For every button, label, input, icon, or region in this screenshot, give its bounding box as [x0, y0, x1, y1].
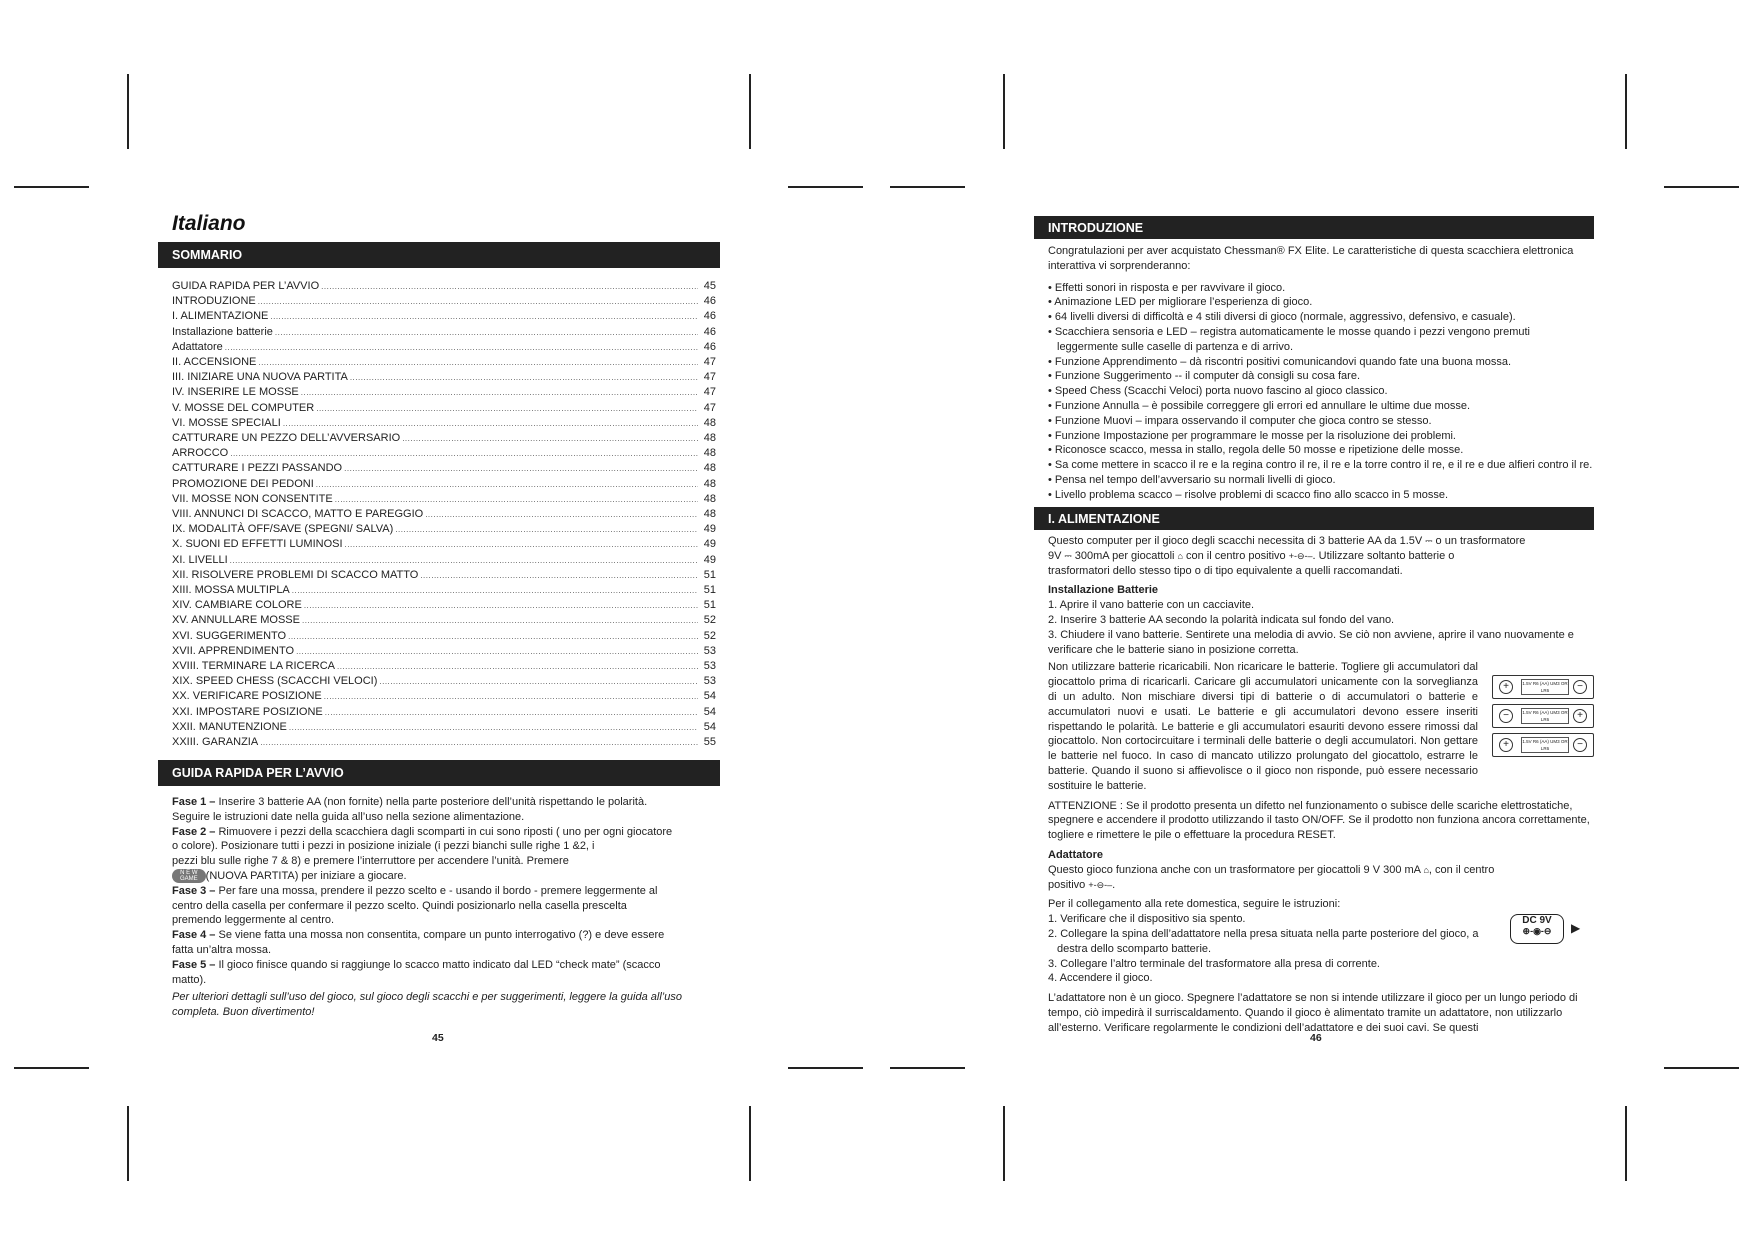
- toc-leader: [395, 522, 698, 537]
- step-4: [172, 928, 712, 943]
- toc-title: XXII. MANUTENZIONE: [172, 720, 287, 733]
- toc-entry: [172, 340, 716, 355]
- step-text: pezzi blu sulle righe 7 & 8) e premere l’interruttore per accendere l’unità. Premere: [172, 855, 569, 868]
- toc-page: 49: [703, 553, 716, 566]
- list-item: 1. Verificare che il dispositivo sia spento.: [1048, 913, 1246, 926]
- toc-title: IX. MODALITÀ OFF/SAVE (SPEGNI/ SALVA): [172, 523, 394, 536]
- toc-entry: [172, 385, 716, 400]
- transformer-icon: ⌂: [1423, 864, 1429, 875]
- subheading-adattatore: Adattatore: [1048, 848, 1104, 861]
- toc-entry: [172, 446, 716, 461]
- list-item: • Speed Chess (Scacchi Veloci) porta nuovo fascino al gioco classico.: [1048, 385, 1388, 398]
- toc-page: 54: [703, 720, 716, 733]
- toc-page: 54: [703, 705, 716, 718]
- arrow-right-icon: ▶: [1571, 921, 1581, 935]
- page-number: 45: [432, 1032, 444, 1044]
- toc-leader: [316, 401, 698, 416]
- step-label: Fase 4 –: [172, 929, 219, 942]
- table-of-contents: [172, 279, 716, 750]
- toc-leader: [283, 416, 698, 431]
- toc-entry: [172, 522, 716, 537]
- crop-mark: [1625, 74, 1627, 149]
- dc-symbol-icon: ⎓: [1425, 536, 1433, 546]
- toc-title: XVI. SUGGERIMENTO: [172, 629, 287, 642]
- toc-leader: [337, 659, 698, 674]
- crop-mark: [1003, 1106, 1005, 1181]
- closing-paragraph: L’adattatore non è un gioco. Spegnere l’adattatore se non si intende utilizzare il gioco per un lungo periodo di tempo, ciò impedirà il surriscaldamento. Quando il gioco è alimentato tramite un adattatore, non utilizzarlo all’esterno. Verificare regolarmente le condizioni dell’adattatore e dei suoi cavi. Se questi: [1048, 992, 1578, 1034]
- toc-title: I. ALIMENTAZIONE: [172, 310, 269, 323]
- toc-title: III. INIZIARE UNA NUOVA PARTITA: [172, 371, 348, 384]
- quick-start-steps: [172, 795, 712, 1020]
- toc-entry: [172, 507, 716, 522]
- step-text-with-button: N E W GAME (NUOVA PARTITA) per iniziare a giocare.: [172, 869, 712, 884]
- section-bar-introduzione: [1034, 216, 1594, 239]
- attention-text: ATTENZIONE : Se il prodotto presenta un difetto nel funzionamento o subisce delle scariche elettrostatiche, spegnere e accendere il prodotto utilizzando il tasto ON/OFF. Se il prodotto non funziona ancora correttamente, togliere e rimettere le pile o effettuare la procedura RESET.: [1048, 799, 1590, 842]
- toc-entry: [172, 659, 716, 674]
- toc-page: 46: [703, 325, 716, 338]
- toc-page: 53: [703, 644, 716, 657]
- toc-page: 47: [703, 371, 716, 384]
- toc-entry: [172, 294, 716, 309]
- toc-entry: [172, 629, 716, 644]
- toc-leader: [289, 720, 698, 735]
- battery-icon: + 1.5V R6 (AA) UM3 OR LR6 −: [1492, 733, 1594, 757]
- toc-entry: [172, 492, 716, 507]
- toc-entry: [172, 431, 716, 446]
- toc-title: XIV. CAMBIARE COLORE: [172, 599, 302, 612]
- toc-leader: [225, 340, 698, 355]
- toc-leader: [304, 598, 698, 613]
- toc-leader: [275, 325, 698, 340]
- step-label: Fase 1 –: [172, 796, 219, 808]
- dc-symbol-icon: ⎓: [1064, 550, 1072, 561]
- toc-leader: [345, 537, 698, 552]
- section-title: GUIDA RAPIDA PER L’AVVIO: [172, 766, 344, 780]
- toc-leader: [425, 507, 698, 522]
- toc-title: XXI. IMPOSTARE POSIZIONE: [172, 705, 323, 718]
- toc-entry: [172, 537, 716, 552]
- toc-page: 48: [703, 432, 716, 445]
- toc-leader: [402, 431, 698, 446]
- crop-mark: [127, 74, 129, 149]
- toc-title: IV. INSERIRE LE MOSSE: [172, 386, 299, 399]
- crop-mark: [749, 1106, 751, 1181]
- toc-page: 54: [703, 690, 716, 703]
- toc-title: VII. MOSSE NON CONSENTITE: [172, 492, 333, 505]
- list-item: 1. Aprire il vano batterie con un cacciavite.: [1048, 599, 1255, 612]
- toc-title: ARROCCO: [172, 447, 229, 460]
- toc-page: 45: [703, 280, 716, 292]
- toc-leader: [302, 613, 698, 628]
- dc-socket-icon: DC 9V ⊕-◉-⊖: [1510, 914, 1564, 944]
- section-bar-guida: [158, 760, 720, 786]
- toc-page: 46: [703, 340, 716, 353]
- toc-leader: [324, 689, 698, 704]
- step-5: [172, 958, 712, 973]
- toc-page: 49: [703, 523, 716, 536]
- toc-leader: [321, 279, 698, 294]
- list-item: 2. Inserire 3 batterie AA secondo la polarità indicata sul fondo del vano.: [1048, 613, 1395, 626]
- list-item: • Funzione Muovi – impara osservando il computer che gioca contro se stesso.: [1048, 414, 1432, 427]
- power-paragraph: Questo computer per il gioco degli scacchi necessita di 3 batterie AA da 1.5V ⎓ o un trasformatore 9V ⎓ 300mA per giocattoli ⌂ con il centro positivo +-⊖-–. Utilizzare soltanto batterie o trasformatori dello stesso tipo o di tipo equivalente a quelli raccomandati.: [1048, 535, 1526, 577]
- toc-page: 52: [703, 629, 716, 642]
- section-title: INTRODUZIONE: [1048, 220, 1144, 235]
- toc-leader: [301, 385, 698, 400]
- toc-entry: [172, 461, 716, 476]
- toc-page: 55: [703, 736, 716, 749]
- toc-page: 51: [703, 584, 716, 597]
- toc-title: XIX. SPEED CHESS (SCACCHI VELOCI): [172, 675, 378, 688]
- step-1: [172, 795, 712, 810]
- toc-title: II. ACCENSIONE: [172, 356, 257, 369]
- toc-entry: [172, 735, 716, 750]
- toc-page: 51: [703, 599, 716, 612]
- toc-page: 53: [703, 660, 716, 673]
- toc-page: 47: [703, 401, 716, 414]
- crop-mark: [14, 186, 89, 188]
- crop-mark: [890, 186, 965, 188]
- toc-entry: [172, 370, 716, 385]
- toc-title: Installazione batterie: [172, 325, 273, 338]
- toc-leader: [344, 461, 698, 476]
- list-item: • Livello problema scacco – risolve problemi di scacco fino allo scacco in 5 mosse.: [1048, 488, 1449, 501]
- list-item: • Scacchiera sensoria e LED – registra automaticamente le mosse quando i pezzi vengono premuti leggermente sulle caselle di partenza e di arrivo.: [1048, 325, 1530, 353]
- toc-leader: [420, 568, 698, 583]
- toc-leader: [316, 477, 698, 492]
- battery-icon: − 1.5V R6 (AA) UM3 OR LR6 +: [1492, 704, 1594, 728]
- list-item: 3. Collegare l’altro terminale del trasformatore alla presa di corrente.: [1048, 957, 1380, 970]
- step-3: [172, 884, 712, 899]
- crop-mark: [1664, 186, 1739, 188]
- toc-page: 48: [703, 492, 716, 505]
- toc-entry: [172, 689, 716, 704]
- toc-entry: [172, 705, 716, 720]
- crop-mark: [1003, 74, 1005, 149]
- toc-title: CATTURARE I PEZZI PASSANDO: [172, 462, 343, 475]
- toc-page: 46: [703, 310, 716, 323]
- toc-title: VI. MOSSE SPECIALI: [172, 416, 281, 429]
- toc-page: 52: [703, 614, 716, 627]
- polarity-icon: +-⊖-–: [1088, 879, 1113, 890]
- toc-title: CATTURARE UN PEZZO DELL’AVVERSARIO: [172, 432, 401, 445]
- step-text: Rimuovere i pezzi della scacchiera dagli scomparti in cui sono riposti ( uno per ogni giocatore: [218, 825, 673, 838]
- crop-mark: [890, 1067, 965, 1069]
- toc-page: 46: [703, 295, 716, 308]
- crop-mark: [788, 1067, 863, 1069]
- toc-title: PROMOZIONE DEI PEDONI: [172, 477, 314, 490]
- step-label: Fase 5 –: [172, 958, 219, 971]
- toc-page: 49: [703, 538, 716, 551]
- list-item: 2. Collegare la spina dell’adattatore nella presa situata nella parte posteriore del gioco, a destra dello scomparto batterie.: [1048, 927, 1479, 955]
- toc-title: INTRODUZIONE: [172, 295, 256, 308]
- step-text: centro della casella per confermare il pezzo scelto. Quindi posizionarlo nella casella prescelta: [172, 899, 627, 912]
- toc-leader: [296, 644, 698, 659]
- language-heading: Italiano: [172, 212, 246, 235]
- toc-title: XX. VERIFICARE POSIZIONE: [172, 690, 322, 703]
- toc-entry: [172, 720, 716, 735]
- toc-entry: [172, 583, 716, 598]
- step-text: Per fare una mossa, prendere il pezzo scelto e - usando il bordo - premere leggermente al: [218, 884, 658, 897]
- step-text: Inserire 3 batterie AA (non fornite) nella parte posteriore dell’unità rispettando le polarità.: [218, 796, 648, 808]
- power-content: [1048, 534, 1593, 1036]
- battery-warning: Non utilizzare batterie ricaricabili. Non ricaricare le batterie. Togliere gli accumulatori dal giocattolo prima di ricaricarli. Caricare gli accumulatori unicamente con la sorveglianza di un adulto. Non mischiare diversi tipi di batterie o di accumulatori o batterie e accumulatori nuovi e usati. Le batterie e gli accumulatori devono essere inseriti rispettando le polarità. Le batterie e gli accumulatori esauriti devono essere rimossi dal giocattolo. Non cortocircuitare i terminali delle batterie o degli accumulatori. Non gettare le batterie nel fuoco. In caso di mancato utilizzo prolungato del giocattolo, estrarre le batterie. Quando il suono si affievolisce o il gioco non risponde, può essere necessario sostituire le batterie.: [1048, 661, 1478, 792]
- toc-leader: [292, 583, 698, 598]
- toc-leader: [230, 446, 698, 461]
- step-text: matto).: [172, 973, 207, 986]
- step-text: fatta un’altra mossa.: [172, 943, 272, 956]
- toc-entry: [172, 644, 716, 659]
- battery-diagram: [1492, 675, 1594, 762]
- subheading-installazione: Installazione Batterie: [1048, 584, 1159, 597]
- list-item: • Effetti sonori in risposta e per ravvivare il gioco.: [1048, 281, 1286, 294]
- new-game-button-icon: N E W GAME: [172, 869, 206, 883]
- toc-page: 48: [703, 416, 716, 429]
- toc-title: XI. LIVELLI: [172, 553, 228, 566]
- step-text: premendo leggermente al centro.: [172, 914, 335, 927]
- toc-page: 48: [703, 447, 716, 460]
- section-title: SOMMARIO: [172, 248, 243, 262]
- toc-title: Adattatore: [172, 340, 223, 353]
- toc-leader: [325, 705, 698, 720]
- list-item: • Funzione Suggerimento -- il computer dà consigli su cosa fare.: [1048, 370, 1361, 383]
- list-item: • Animazione LED per migliorare l’esperienza di gioco.: [1048, 296, 1313, 309]
- crop-mark: [1664, 1067, 1739, 1069]
- crop-mark: [749, 74, 751, 149]
- toc-entry: [172, 553, 716, 568]
- toc-entry: [172, 416, 716, 431]
- toc-leader: [335, 492, 698, 507]
- toc-leader: [260, 735, 698, 750]
- toc-entry: [172, 568, 716, 583]
- section-title: I. ALIMENTAZIONE: [1048, 511, 1160, 526]
- toc-leader: [288, 629, 698, 644]
- section-bar-alimentazione: [1034, 507, 1594, 530]
- toc-leader: [230, 553, 698, 568]
- install-steps: [1048, 598, 1593, 657]
- list-item: 4. Accendere il gioco.: [1048, 972, 1153, 985]
- list-item: • Pensa nel tempo dell’avversario su normali livelli di gioco.: [1048, 473, 1336, 486]
- connection-steps: [1048, 912, 1503, 986]
- toc-title: V. MOSSE DEL COMPUTER: [172, 401, 315, 414]
- toc-page: 47: [703, 356, 716, 369]
- step-label: Fase 3 –: [172, 884, 219, 897]
- toc-title: XV. ANNULLARE MOSSE: [172, 614, 300, 627]
- step-text: Se viene fatta una mossa non consentita, compare un punto interrogativo (?) e deve essere: [218, 929, 665, 942]
- toc-page: 47: [703, 386, 716, 399]
- toc-entry: [172, 674, 716, 689]
- intro-content: [1048, 244, 1593, 503]
- toc-title: XIII. MOSSA MULTIPLA: [172, 584, 290, 597]
- crop-mark: [127, 1106, 129, 1181]
- toc-title: X. SUONI ED EFFETTI LUMINOSI: [172, 538, 343, 551]
- toc-leader: [379, 674, 698, 689]
- transformer-icon: ⌂: [1177, 550, 1183, 561]
- toc-entry: [172, 477, 716, 492]
- toc-entry: [172, 309, 716, 324]
- toc-leader: [350, 370, 698, 385]
- step-2: [172, 825, 712, 840]
- feature-list: [1048, 281, 1593, 503]
- toc-entry: [172, 325, 716, 340]
- list-item: • Funzione Annulla – è possibile correggere gli errori ed annullare le ultime due mosse.: [1048, 399, 1471, 412]
- step-label: Fase 2 –: [172, 825, 219, 838]
- crop-mark: [1625, 1106, 1627, 1181]
- adapter-paragraph: Questo gioco funziona anche con un trasformatore per giocattoli 9 V 300 mA ⌂, con il centro positivo +-⊖-–.: [1048, 863, 1495, 891]
- step-text: Il gioco finisce quando si raggiunge lo scacco matto indicato dal LED “check mate” (scacco: [218, 958, 661, 971]
- crop-mark: [788, 186, 863, 188]
- toc-title: VIII. ANNUNCI DI SCACCO, MATTO E PAREGGIO: [172, 508, 424, 521]
- section-bar-sommario: [158, 242, 720, 268]
- intro-paragraph: Congratulazioni per aver acquistato Chessman® FX Elite. Le caratteristiche di questa scacchiera elettronica interattiva vi sorprenderanno:: [1048, 245, 1574, 272]
- crop-mark: [14, 1067, 89, 1069]
- toc-title: GUIDA RAPIDA PER L’AVVIO: [172, 280, 320, 292]
- closing-note: Per ulteriori dettagli sull’uso del gioco, sul gioco degli scacchi e per suggerimenti, leggere la guida all’uso completa. Buon divertimento!: [172, 991, 682, 1019]
- toc-leader: [258, 294, 698, 309]
- list-item: • Sa come mettere in scacco il re e la regina contro il re, il re e la torre contro il re, e il re e due alfieri contro il re.: [1048, 459, 1593, 472]
- toc-leader: [270, 309, 698, 324]
- toc-page: 53: [703, 675, 716, 688]
- toc-page: 48: [703, 477, 716, 490]
- list-item: • Riconosce scacco, messa in stallo, regola delle 50 mosse e ripetizione delle mosse.: [1048, 444, 1464, 457]
- toc-leader: [258, 355, 698, 370]
- toc-page: 48: [703, 462, 716, 475]
- toc-entry: [172, 613, 716, 628]
- toc-title: XVIII. TERMINARE LA RICERCA: [172, 660, 336, 673]
- connection-intro: Per il collegamento alla rete domestica, seguire le istruzioni:: [1048, 898, 1341, 911]
- battery-icon: + 1.5V R6 (AA) UM3 OR LR6 −: [1492, 675, 1594, 699]
- polarity-icon: +-⊖-–: [1288, 550, 1313, 561]
- toc-entry: [172, 355, 716, 370]
- list-item: • Funzione Apprendimento – dà riscontri positivi comunicandovi quando fate una buona mossa.: [1048, 355, 1512, 368]
- list-item: 3. Chiudere il vano batterie. Sentirete una melodia di avvio. Se ciò non avviene, aprire il vano nuovamente e verificare che le batterie siano in posizione corretta.: [1048, 628, 1574, 656]
- toc-entry: [172, 401, 716, 416]
- toc-entry: [172, 598, 716, 613]
- toc-title: XVII. APPRENDIMENTO: [172, 644, 295, 657]
- list-item: • Funzione Impostazione per programmare le mosse per la risoluzione dei problemi.: [1048, 429, 1456, 442]
- toc-title: XII. RISOLVERE PROBLEMI DI SCACCO MATTO: [172, 568, 419, 581]
- toc-page: 51: [703, 568, 716, 581]
- toc-title: XXIII. GARANZIA: [172, 736, 259, 749]
- step-text: Seguire le istruzioni date nella guida all’uso nella sezione alimentazione.: [172, 810, 525, 823]
- list-item: • 64 livelli diversi di difficoltà e 4 stili diversi di gioco (normale, aggressivo, defensivo, e casuale).: [1048, 311, 1516, 324]
- polarity-icon: ⊕-◉-⊖: [1522, 926, 1552, 936]
- step-text: o colore). Posizionare tutti i pezzi in posizione iniziale (i pezzi bianchi sulle righe 1 &2, i: [172, 840, 595, 853]
- toc-page: 48: [703, 508, 716, 521]
- page-number: 46: [1310, 1032, 1322, 1044]
- toc-entry: [172, 279, 716, 294]
